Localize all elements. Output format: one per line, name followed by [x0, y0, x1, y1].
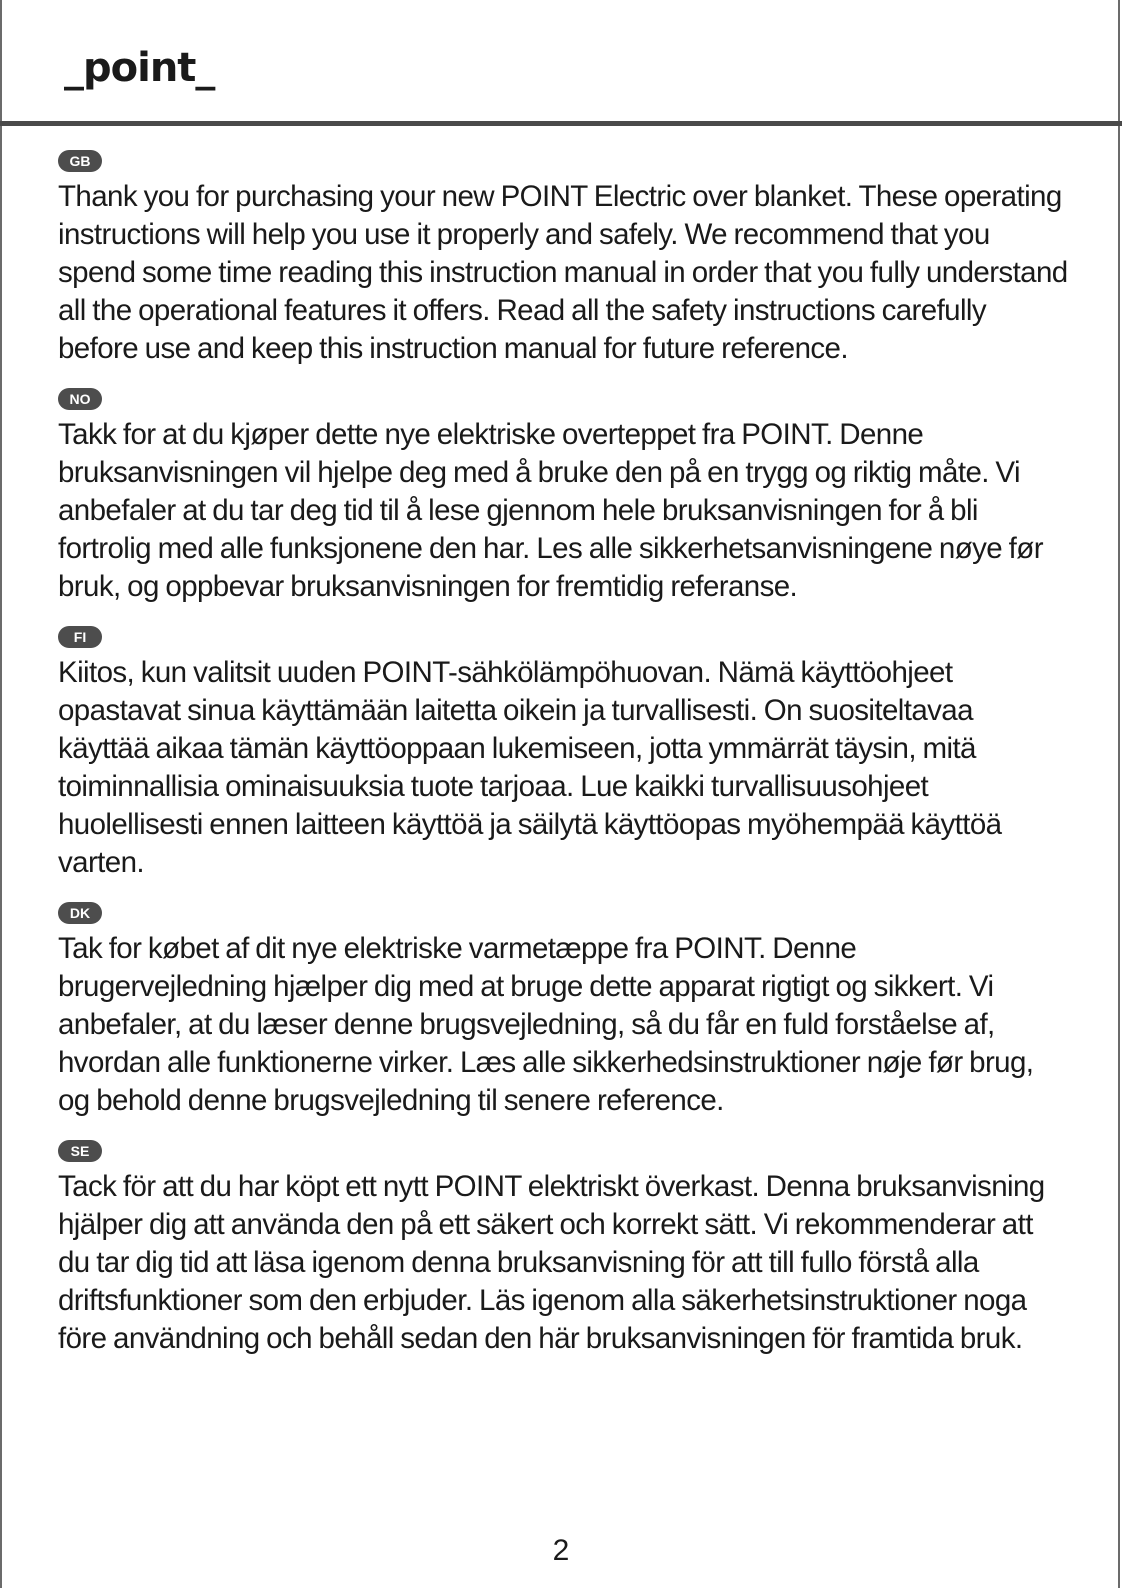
point-logo: [64, 44, 234, 96]
section-no: [58, 388, 1068, 606]
paragraph-no: Takk for at du kjøper dette nye elektriske overteppet fra POINT. Denne bruksanvisningen vil hjelpe deg med å bruke den på en trygg og riktig måte. Vi anbefaler at du tar deg tid til å lese gjennom hele bruksanvisningen for å bli fortrolig med alle funksjonene den har. Les alle sikkerhetsanvisningene nøye før bruk, og oppbevar bruksanvisningen for fremtidig referanse.: [58, 418, 1043, 603]
paragraph-fi: Kiitos, kun valitsit uuden POINT-sähkölämpöhuovan. Nämä käyttöohjeet opastavat sinua käyttämään laitetta oikein ja turvallisesti. On suositeltavaa käyttää aikaa tämän käyttöoppaan lukemiseen, jotta ymmärrät täysin, mitä toiminnallisia ominaisuuksia tuote tarjoaa. Lue kaikki turvallisuusohjeet huolellisesti ennen laitteen käyttöä ja säilytä käyttöopas myöhempää käyttöä varten.: [58, 656, 1002, 879]
section-se: [58, 1140, 1068, 1358]
logo-wordmark: _point_: [64, 45, 215, 91]
language-badge-fi: FI: [58, 626, 102, 648]
intro-content: [58, 150, 1068, 1378]
header-divider: [0, 121, 1122, 126]
paragraph-gb: Thank you for purchasing your new POINT Electric over blanket. These operating instructions will help you use it properly and safely. We recommend that you spend some time reading this instruction manual in order that you fully understand all the operational features it offers. Read all the safety instructions carefully before use and keep this instruction manual for future reference.: [58, 180, 1068, 365]
paragraph-se: Tack för att du har köpt ett nytt POINT elektriskt överkast. Denna bruksanvisning hjälper dig att använda den på ett säkert och korrekt sätt. Vi rekommenderar att du tar dig tid att läsa igenom denna bruksanvisning för att till fullo förstå alla driftsfunktioner som den erbjuder. Läs igenom alla säkerhetsinstruktioner noga före användning och behåll sedan den här bruksanvisningen för framtida bruk.: [58, 1170, 1045, 1355]
section-gb: [58, 150, 1068, 368]
language-badge-no: NO: [58, 388, 102, 410]
section-dk: [58, 902, 1068, 1120]
language-badge-se: SE: [58, 1140, 102, 1162]
paragraph-dk: Tak for købet af dit nye elektriske varmetæppe fra POINT. Denne brugervejledning hjælper dig med at bruge dette apparat rigtigt og sikkert. Vi anbefaler, at du læser denne brugsvejledning, så du får en fuld forståelse af, hvordan alle funktionerne virker. Læs alle sikkerhedsinstruktioner nøje før brug, og behold denne brugsvejledning til senere reference.: [58, 932, 1034, 1117]
page-number: 2: [552, 1534, 570, 1567]
language-badge-gb: GB: [58, 150, 102, 172]
language-badge-dk: DK: [58, 902, 102, 924]
section-fi: [58, 626, 1068, 882]
page-header: [0, 0, 1122, 126]
